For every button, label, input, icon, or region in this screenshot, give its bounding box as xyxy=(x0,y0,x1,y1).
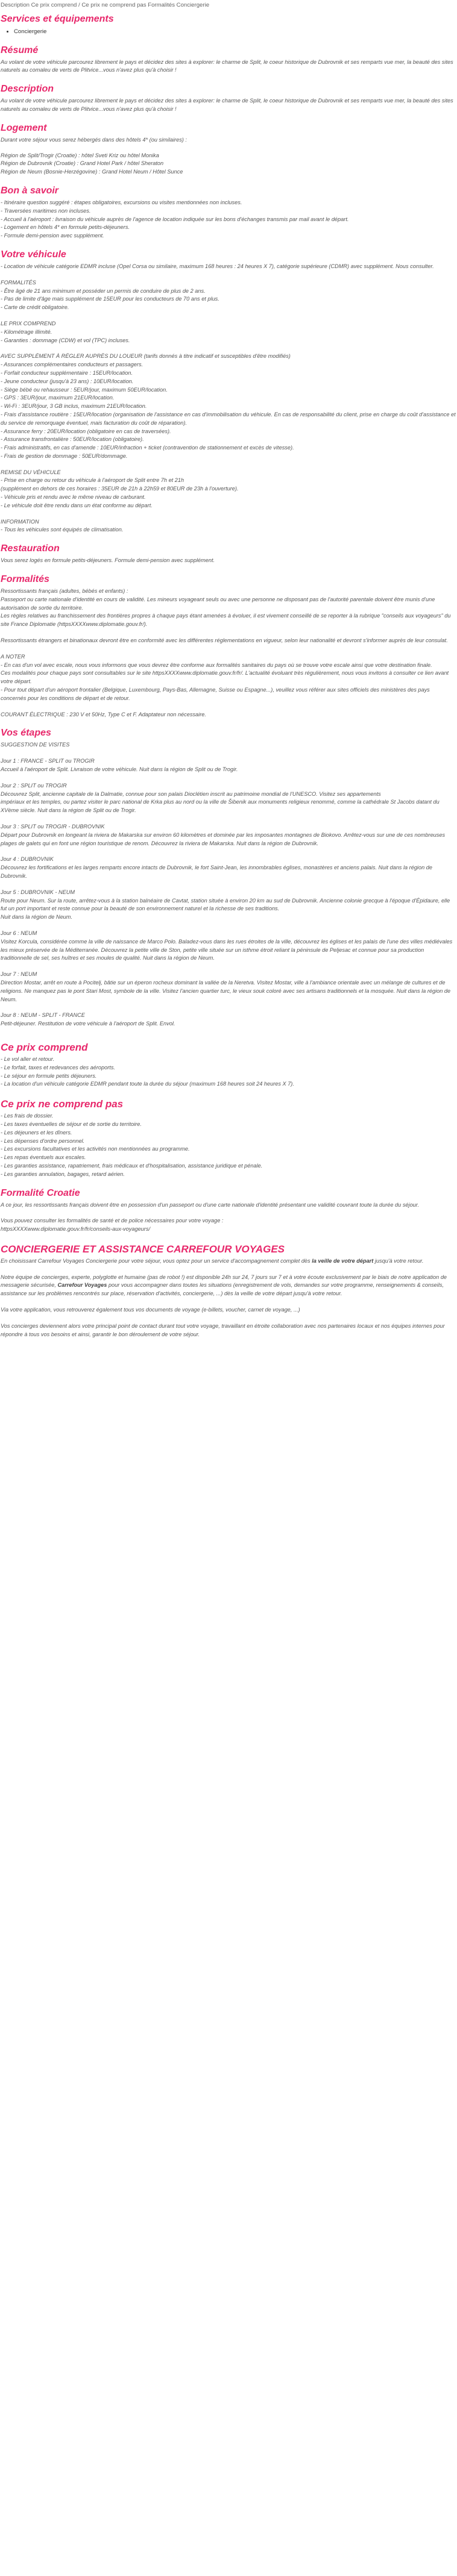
etape-day-line: Jour 4 : DUBROVNIK xyxy=(1,856,54,863)
bon-a-savoir-line: - Traversées maritimes non incluses. xyxy=(1,207,91,214)
vehicule-line: LE PRIX COMPREND xyxy=(1,320,56,327)
formalites-line: COURANT ÉLECTRIQUE : 230 V et 50Hz, Type C et F. Adaptateur non nécessaire. xyxy=(1,711,206,717)
prix-ne-comprend-line: - Les frais de dossier. xyxy=(1,1113,54,1119)
croatie-link[interactable]: httpsXXXXwww.diplomatie.gouv.fr/fr/conseils-aux-voyageurs/ xyxy=(1,1226,150,1233)
vehicule-line: - Tous les véhicules sont équipés de climatisation. xyxy=(1,527,124,533)
prix-ne-comprend-line: - Les déjeuners et les dîners. xyxy=(1,1129,72,1136)
vehicule-line: - Wi-Fi : 3EUR/jour, 3 GB inclus, maximum 21EUR/location. xyxy=(1,403,147,410)
resume-title: Résumé xyxy=(1,45,39,55)
conciergerie-p2: Notre équipe de concierges, experte, polyglotte et humaine (pas de robot !) est disponible 24h sur 24, 7 jours sur 7 et à votre écoute exclusivement par le biais de notre application de messagerie sécurisée, Carrefour Voyages pour vous accompagner dans toutes les situations (enregistrement de vols, demandes sur votre programme, renseignements & conseils, assistance sur les problèmes rencontrés sur place, réservation d'activités, conciergerie, ...) dès la veille de votre départ jusqu'à votre retour. xyxy=(1,1274,447,1297)
vehicule-line: - Garanties : dommage (CDW) et vol (TPC) incluses. xyxy=(1,337,130,343)
vehicule-line: INFORMATION xyxy=(1,518,39,525)
etape-day-line: Jour 2 : SPLIT ou TROGIR xyxy=(1,782,67,789)
etape-day-line: Petit-déjeuner. Restitution de votre véhicule à l'aéroport de Split. Envol. xyxy=(1,1021,175,1027)
restauration-text: Vous serez logés en formule petits-déjeuners. Formule demi-pension avec supplément. xyxy=(1,557,215,564)
prix-ne-comprend-block xyxy=(1,1112,456,1178)
vehicule-line: - Jeune conducteur (jusqu'à 23 ans) : 10EUR/location. xyxy=(1,378,134,384)
prix-comprend-line: - La location d'un véhicule catégorie EDMR pendant toute la durée du séjour (maximum 168 heures soit 24 heures X 7). xyxy=(1,1081,294,1087)
prix-ne-comprend-line: - Les garanties assistance, rapatriement, frais médicaux et d'hospitalisation, assistance juridique et pénale. xyxy=(1,1162,263,1169)
croatie-line: Vous pouvez consulter les formalités de santé et de police nécessaires pour votre voyage : xyxy=(1,1218,224,1224)
logement-line: Région de Dubrovnik (Croatie) : Grand Hotel Park / hôtel Sheraton xyxy=(1,160,164,167)
vehicule-line: AVEC SUPPLÉMENT À RÉGLER AUPRÈS DU LOUEUR (tarifs donnés à titre indicatif et susceptibles d'être modifiés) xyxy=(1,353,291,360)
etapes-title: Vos étapes xyxy=(1,728,51,739)
vehicule-line: - Prise en charge ou retour du véhicule à l'aéroport de Split entre 7h et 21h xyxy=(1,477,184,484)
bon-a-savoir-line: - Accueil à l'aéroport : livraison du véhicule auprès de l'agence de location indiquée sur les bons d'échanges transmis par mail avant le départ. xyxy=(1,216,349,222)
vehicule-line: - Location de véhicule catégorie EDMR incluse (Opel Corsa ou similaire, maximum 168 heures : 24 heures X 7), catégorie supérieure (CDMR) avec supplément. Nous consulter. xyxy=(1,263,434,269)
logement-title: Logement xyxy=(1,122,47,133)
prix-ne-comprend-line: - Les garanties annulation, bagages, retard aérien. xyxy=(1,1171,125,1177)
formalites-title: Formalités xyxy=(1,574,49,585)
formalites-line: Passeport ou carte nationale d'identité en cours de validité. Les mineurs voyageant seuls ou avec une personne ne disposant pas de l'autorité parentale doivent être munis d'une autorisation de sortie du territoire. xyxy=(1,596,435,611)
etape-day-line: Accueil à l'aéroport de Split. Livraison de votre véhicule. Nuit dans la région de Split ou de Trogir. xyxy=(1,766,238,773)
formalites-line: Les règles relatives au franchissement des frontières propres à chaque pays étant amenées à évoluer, il est vivement conseillé de se reporter à la rubrique "conseils aux voyageurs" du site France Diplomatie (httpsXXXXwww.diplomatie.gouv.fr/). xyxy=(1,613,451,628)
conciergerie-app-name: Carrefour Voyages xyxy=(57,1282,107,1289)
etape-day-line: Jour 8 : NEUM - SPLIT - FRANCE xyxy=(1,1012,85,1019)
logement-block xyxy=(1,136,456,177)
etape-day-line: Jour 3 : SPLIT ou TROGIR - DUBROVNIK xyxy=(1,824,105,830)
vehicule-line: - Forfait conducteur supplémentaire : 15EUR/location. xyxy=(1,369,133,376)
description-title: Description xyxy=(1,84,54,95)
etape-day-line: impériaux et les temples, ou partez visiter le parc national de Krka plus au nord ou la ville de Šibenik aux monuments religieux renommé, comme la cathédrale St Jacobs datant du XVème siècle. Nuit dans la région de Split ou de Trogir. xyxy=(1,799,440,814)
formalite-croatie-block xyxy=(1,1201,456,1234)
prix-comprend-line: - Le séjour en formule petits déjeuners. xyxy=(1,1072,97,1079)
formalites-line: A NOTER xyxy=(1,653,25,660)
vehicule-line: - Frais administratifs, en cas d'amende : 10EUR/infraction + ticket (contravention de stationnement et excès de vitesse). xyxy=(1,445,294,451)
vehicule-line: - Le véhicule doit être rendu dans un état conforme au départ. xyxy=(1,502,153,508)
vehicule-line: - Frais de gestion de dommage : 50EUR/dommage. xyxy=(1,452,128,459)
services-title: Services et équipements xyxy=(1,13,114,24)
conciergerie-p1: En choisissant Carrefour Voyages Conciergerie pour votre séjour, vous optez pour un service d'accompagnement complet dès la veille de votre départ jusqu'à votre retour. xyxy=(1,1257,424,1264)
service-item: • Conciergerie xyxy=(14,28,456,36)
formalites-line: Ressortissants étrangers et binationaux devront être en conformité avec les différentes réglementations en vigueur, selon leur nationalité et devront s'informer auprès de leur consulat. xyxy=(1,637,448,644)
prix-comprend-line: - Le forfait, taxes et redevances des aéroports. xyxy=(1,1064,115,1071)
etape-day-line: Jour 6 : NEUM xyxy=(1,930,37,936)
vehicule-line: FORMALITÉS xyxy=(1,279,36,286)
vehicule-line: - Assurances complémentaires conducteurs et passagers. xyxy=(1,361,143,368)
services-list xyxy=(1,28,456,36)
etape-day-line: Direction Mostar, arrêt en route à Pocitelj, bâtie sur un éperon rocheux dominant la vallée de la Neretva. Visitez Mostar, ville à l'ambiance orientale avec un mélange de cultures et de religions. Ne manquez pas le pont Stari Most, symbole de la ville. Visitez l'ancien quartier turc, le vieux souk coloré avec ses artisans traditionnels et la mosquée. Nuit dans la région de Neum. xyxy=(1,979,451,1002)
etapes-subtitle: SUGGESTION DE VISITES xyxy=(1,742,70,748)
etape-day-line: Nuit dans la région de Neum. xyxy=(1,914,72,921)
conciergerie-p4: Vos concierges deviennent alors votre principal point de contact durant tout votre voyage, travaillant en étroite collaboration avec nos partenaires locaux et nos équipes internes pour répondre à tous vos besoins et ainsi, garantir le bon déroulement de votre séjour. xyxy=(1,1322,445,1337)
vehicule-title: Votre véhicule xyxy=(1,249,66,260)
vehicule-line: - Kilométrage illimité. xyxy=(1,328,52,335)
logement-line: Région de Split/Trogir (Croatie) : hôtel Sveti Kriz ou hôtel Monika xyxy=(1,152,159,158)
etape-day-line: Jour 7 : NEUM xyxy=(1,971,37,978)
formalites-block xyxy=(1,587,456,719)
restauration-title: Restauration xyxy=(1,543,60,554)
croatie-line: A ce jour, les ressortissants français doivent être en possession d'un passeport ou d'une carte nationale d'identité présentant une validité couvrant toute la durée du séjour. xyxy=(1,1201,420,1208)
etape-day-line: Visitez Korcula, considérée comme la ville de naissance de Marco Polo. Baladez-vous dans les rues étroites de la ville, découvrez les églises et les palais de l'une des villes médiévales les mieux préservée de la Méditerranée. Découvrez la petite ville de Ston, petite ville située sur un isthme étroit reliant la péninsule de Peljesac et connue pour sa production traditionnelle de sel, ses huîtres et ses moules de qualité. Nuit dans la région de Neum. xyxy=(1,938,453,961)
formalites-line: Ressortissants français (adultes, bébés et enfants) : xyxy=(1,588,128,595)
vehicule-line: - Siège bébé ou rehausseur : 5EUR/jour, maximum 50EUR/location. xyxy=(1,386,168,393)
bon-a-savoir-line: - Formule demi-pension avec supplément. xyxy=(1,233,104,239)
formalite-croatie-title: Formalité Croatie xyxy=(1,1187,80,1198)
vehicule-line: - Véhicule pris et rendu avec le même niveau de carburant. xyxy=(1,494,146,501)
etape-day-line: Jour 1 : FRANCE - SPLIT ou TROGIR xyxy=(1,758,95,764)
prix-comprend-title: Ce prix comprend xyxy=(1,1041,88,1053)
vehicule-block xyxy=(1,263,456,534)
bon-a-savoir-block xyxy=(1,199,456,240)
etape-day-line: Découvrez Split, ancienne capitale de la Dalmatie, connue pour son palais Dioclétien inscrit au patrimoine mondial de l'UNESCO. Visitez ses appartements xyxy=(1,790,381,797)
conciergerie-highlight: la veille de votre départ xyxy=(312,1257,374,1264)
vehicule-line: - GPS : 3EUR/jour, maximum 21EUR/location. xyxy=(1,395,115,401)
prix-ne-comprend-line: - Les dépenses d'ordre personnel. xyxy=(1,1137,85,1144)
section-nav[interactable]: Description Ce prix comprend / Ce prix ne comprend pas Formalités Conciergerie xyxy=(1,2,210,8)
bon-a-savoir-line: - Itinéraire question suggéré : étapes obligatoires, excursions ou visites mentionnées non incluses. xyxy=(1,199,242,205)
vehicule-line: - Pas de limite d'âge mais supplément de 15EUR pour les conducteurs de 70 ans et plus. xyxy=(1,296,219,302)
bon-a-savoir-line: - Logement en hôtels 4* en formule petits-déjeuners. xyxy=(1,224,130,231)
vehicule-line: - Assurance transfrontalière : 50EUR/location (obligatoire). xyxy=(1,436,144,443)
etape-day-line: Route pour Neum. Sur la route, arrêtez-vous à la station balnéaire de Cavtat, station située à environ 20 km au sud de Dubrovnik. Ancienne colonie grecque à l'époque d'Épidaure, elle fut un port important et reste connue pour la beauté de son environnement naturel et la richesse de ses traditions. xyxy=(1,897,450,912)
etape-day-line: Jour 5 : DUBROVNIK - NEUM xyxy=(1,889,75,895)
prix-comprend-line: - Le vol aller et retour. xyxy=(1,1055,55,1062)
conciergerie-title: CONCIERGERIE ET ASSISTANCE CARREFOUR VOYAGES xyxy=(1,1243,285,1255)
prix-ne-comprend-line: - Les taxes éventuelles de séjour et de sortie du territoire. xyxy=(1,1121,142,1127)
etape-day-line: Découvrez les fortifications et les larges remparts encore intacts de Dubrovnik, le fort Saint-Jean, les innombrables églises, monastères et anciens palais. Nuit dans la région de Dubrovnik. xyxy=(1,864,432,879)
prix-ne-comprend-line: - Les excursions facultatives et les activités non mentionnées au programme. xyxy=(1,1146,190,1152)
formalites-line: - En cas d'un vol avec escale, nous vous informons que vous devrez être conforme aux formalités sanitaires du pays où se trouve votre escale ainsi que votre destination finale. xyxy=(1,661,432,668)
bon-a-savoir-title: Bon à savoir xyxy=(1,185,59,196)
formalites-line: Ces modalités pour chaque pays sont consultables sur le site httpsXXXXwww.diplomatie.gouv.fr/fr/. L'actualité évoluant très régulièrement, nous vous invitons à consulter ce lien avant votre départ. xyxy=(1,670,449,685)
etapes-block xyxy=(1,741,456,1028)
conciergerie-p3: Via votre application, vous retrouverez également tous vos documents de voyage (e-billets, voucher, carnet de voyage, ...) xyxy=(1,1307,300,1313)
vehicule-line: REMISE DU VÉHICULE xyxy=(1,469,61,475)
vehicule-line: - Frais d'assistance routière : 15EUR/location (organisation de l'assistance en cas d'immobilisation du véhicule. En cas de responsabilité du client, prise en charge du coût d'assistance et du service de remorquage éventuel, mais facturation du coût de réparation). xyxy=(1,411,456,426)
vehicule-line: - Assurance ferry : 20EUR/location (obligatoire en cas de traversées). xyxy=(1,428,171,434)
vehicule-line: - Être âgé de 21 ans minimum et posséder un permis de conduire de plus de 2 ans. xyxy=(1,287,206,294)
vehicule-line: - Carte de crédit obligatoire. xyxy=(1,304,69,311)
description-text: Au volant de votre véhicule parcourez librement le pays et décidez des sites à explorer: le charme de Split, le coeur historique de Dubrovnik et ses remparts vue mer, la beauté des sites naturels au comaleu de verts de Plitvice...vous n'avez plus qu'à choisir ! xyxy=(1,98,453,112)
etape-day-line: Départ pour Dubrovnik en longeant la riviera de Makarska sur environ 60 kilomètres et dominée par les imposantes montagnes de Biokovo. Arrêtez-vous sur une de ces nombreuses plages de galets qui en font une région touristique de renom. Découvrez la riviera de Makarska. Nuit dans la région de Dubrovnik. xyxy=(1,831,446,846)
resume-text: Au volant de votre véhicule parcourez librement le pays et décidez des sites à explorer: le charme de Split, le coeur historique de Dubrovnik et ses remparts vue mer, la beauté des sites naturels au comaleu de verts de Plitvice...vous n'avez plus qu'à choisir ! xyxy=(1,58,453,73)
prix-comprend-block xyxy=(1,1055,456,1089)
logement-line: Durant votre séjour vous serez hébergés dans des hôtels 4* (ou similaires) : xyxy=(1,136,187,143)
vehicule-line: (supplément en dehors de ces horaires : 35EUR de 21h à 22h59 et 80EUR de 23h à l'ouverture). xyxy=(1,486,239,492)
conciergerie-block xyxy=(1,1257,456,1339)
formalites-line: - Pour tout départ d'un aéroport frontalier (Belgique, Luxembourg, Pays-Bas, Allemagne, Suisse ou Espagne...), veuillez vous référer aux sites officiels des ministères des pays concernés pour les conditions de départ et de retour. xyxy=(1,687,430,701)
prix-ne-comprend-line: - Les repas éventuels aux escales. xyxy=(1,1154,86,1161)
etapes-days xyxy=(1,757,456,1028)
logement-line: Région de Neum (Bosnie-Herzégovine) : Grand Hotel Neum / Hôtel Sunce xyxy=(1,169,183,175)
prix-ne-comprend-title: Ce prix ne comprend pas xyxy=(1,1098,124,1110)
